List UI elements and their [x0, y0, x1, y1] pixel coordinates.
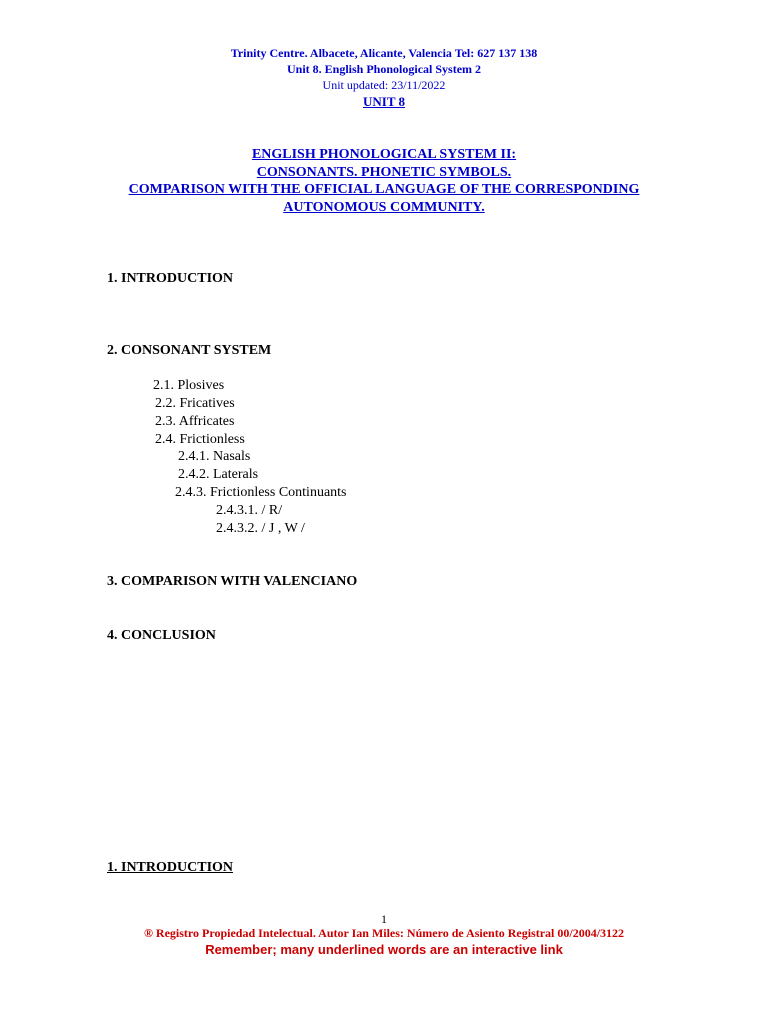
- toc-item-nasals: 2.4.1. Nasals: [178, 449, 251, 464]
- toc-conclusion: 4. CONCLUSION: [107, 628, 216, 643]
- toc-item-plosives: 2.1. Plosives: [153, 378, 225, 393]
- toc-item-frictionless-continuants: 2.4.3. Frictionless Continuants: [175, 485, 347, 500]
- title-line-3[interactable]: COMPARISON WITH THE OFFICIAL LANGUAGE OF THE CORRESPONDING: [128, 182, 640, 197]
- toc-introduction: 1. INTRODUCTION: [107, 271, 234, 286]
- title-line-4[interactable]: AUTONOMOUS COMMUNITY.: [283, 200, 485, 215]
- toc-item-frictionless: 2.4. Frictionless: [155, 432, 245, 447]
- registry-notice: ® Registro Propiedad Intelectual. Autor Ian Miles: Número de Asiento Registral 00/2004/3122: [143, 926, 625, 940]
- toc-item-fricatives: 2.2. Fricatives: [155, 396, 235, 411]
- header-unit-line: Unit 8. English Phonological System 2: [286, 62, 482, 76]
- toc-consonant-system: 2. CONSONANT SYSTEM: [107, 343, 272, 358]
- header-updated-line: Unit updated: 23/11/2022: [322, 78, 446, 92]
- toc-comparison: 3. COMPARISON WITH VALENCIANO: [107, 574, 358, 589]
- title-line-1[interactable]: ENGLISH PHONOLOGICAL SYSTEM II:: [251, 147, 517, 162]
- title-line-2[interactable]: CONSONANTS. PHONETIC SYMBOLS.: [256, 165, 512, 180]
- toc-item-r: 2.4.3.1. / R/: [216, 503, 283, 518]
- unit-link[interactable]: UNIT 8: [362, 94, 406, 109]
- toc-item-laterals: 2.4.2. Laterals: [178, 467, 259, 482]
- header-contact-line: Trinity Centre. Albacete, Alicante, Valencia Tel: 627 137 138: [230, 46, 538, 60]
- toc-item-j-w: 2.4.3.2. / J , W /: [216, 521, 305, 536]
- toc-item-affricates: 2.3. Affricates: [155, 414, 235, 429]
- introduction-heading-link[interactable]: 1. INTRODUCTION: [107, 860, 234, 875]
- interactive-link-notice: Remember; many underlined words are an interactive link: [205, 942, 563, 957]
- page-number: 1: [381, 912, 387, 926]
